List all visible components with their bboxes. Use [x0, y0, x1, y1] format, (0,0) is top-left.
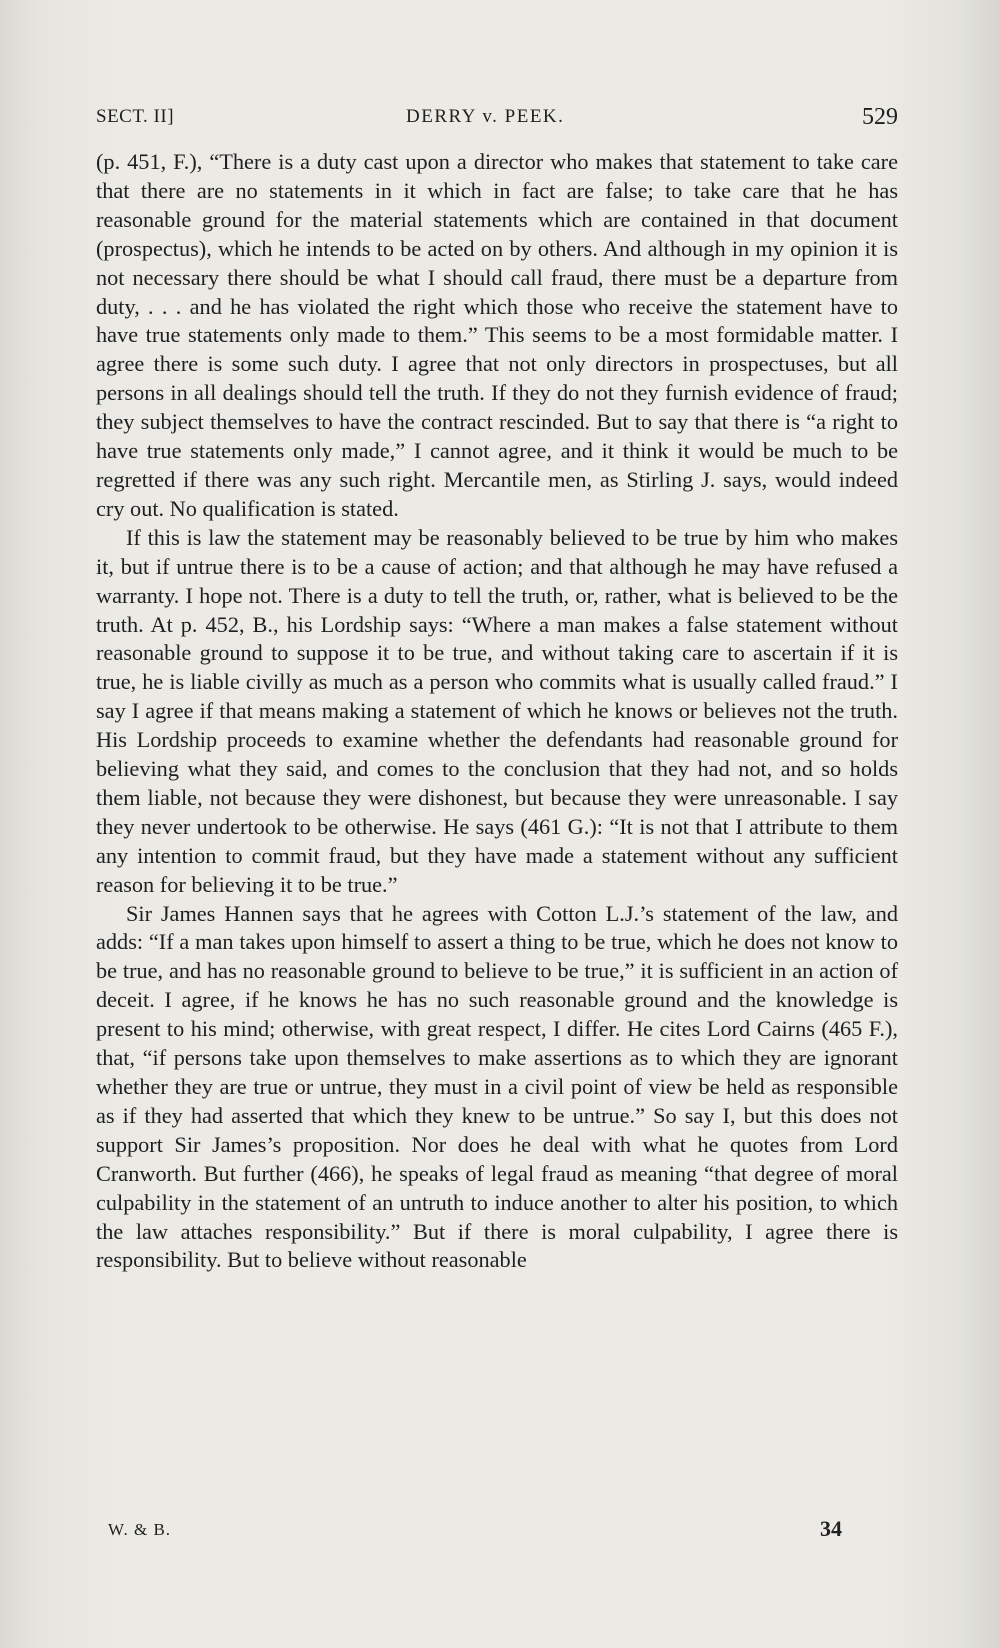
page-number: 529 [862, 104, 898, 130]
page-footer [96, 1516, 898, 1546]
sheet-folio: 34 [820, 1516, 842, 1541]
paragraph-continuation: (p. 451, F.), “There is a duty cast upon a director who makes that statement to take care that there are no statements in it which in fact are false; to take care that he has reasonable ground for the material statements which are contained in that document (prospectus), which he intends to be acted on by others. And although in my opinion it is not necessary there should be what I should call fraud, there must be a departure from duty, . . . and he has violated the right which those who receive the statement have to have true statements only made to them.” This seems to be a most formidable matter. I agree there is some such duty. I agree that not only directors in prospectuses, but all persons in all dealings should tell the truth. If they do not they furnish evidence of fraud; they subject themselves to have the contract rescinded. But to say that there is “a right to have true statements only made,” I cannot agree, and it think it would be much to be regretted if there was any such right. Mercantile men, as Stirling J. says, would indeed cry out. No qualification is stated. [96, 149, 898, 521]
running-title: DERRY v. PEEK. [406, 106, 565, 127]
running-head [96, 104, 898, 136]
paragraph: Sir James Hannen says that he agrees with Cotton L.J.’s statement of the law, and adds: “If a man takes upon himself to assert a thing to be true, which he does not know to be true, and has no reasonable ground to believe to be true,” it is sufficient in an action of deceit. I agree, if he knows he has no such reasonable ground and the knowledge is present to his mind; otherwise, with great respect, I differ. He cites Lord Cairns (465 F.), that, “if persons take upon themselves to make assertions as to which they are ignorant whether they are true or untrue, they must in a civil point of view be held as responsible as if they had asserted that which they knew to be untrue.” So say I, but this does not support Sir James’s proposition. Nor does he deal with what he quotes from Lord Cranworth. But further (466), he speaks of legal fraud as meaning “that degree of moral culpability in the statement of an untruth to induce another to alter his position, to which the law attaches responsibility.” But if there is moral culpability, I agree there is responsibility. But to believe without reasonable [96, 900, 898, 1273]
section-label: SECT. II] [96, 106, 175, 127]
signature-mark: W. & B. [108, 1520, 172, 1539]
body-text [96, 148, 898, 1275]
paragraph: If this is law the statement may be reasonably believed to be true by him who makes it, but if untrue there is to be a cause of action; and that although he may have refused a warranty. I hope not. There is a duty to tell the truth, or, rather, what is believed to be the truth. At p. 452, B., his Lordship says: “Where a man makes a false statement without reasonable ground to suppose it to be true, and without taking care to ascertain if it is true, he is liable civilly as much as a person who commits what is usually called fraud.” I say I agree if that means making a statement of which he knows or believes not the truth. His Lordship proceeds to examine whether the defendants had reasonable ground for believing what they said, and comes to the conclusion that they had not, and so holds them liable, not because they were dishonest, but because they were unreasonable. I say they never undertook to be otherwise. He says (461 G.): “It is not that I attribute to them any intention to commit fraud, but they have made a statement without any sufficient reason for believing it to be true.” [96, 524, 898, 897]
